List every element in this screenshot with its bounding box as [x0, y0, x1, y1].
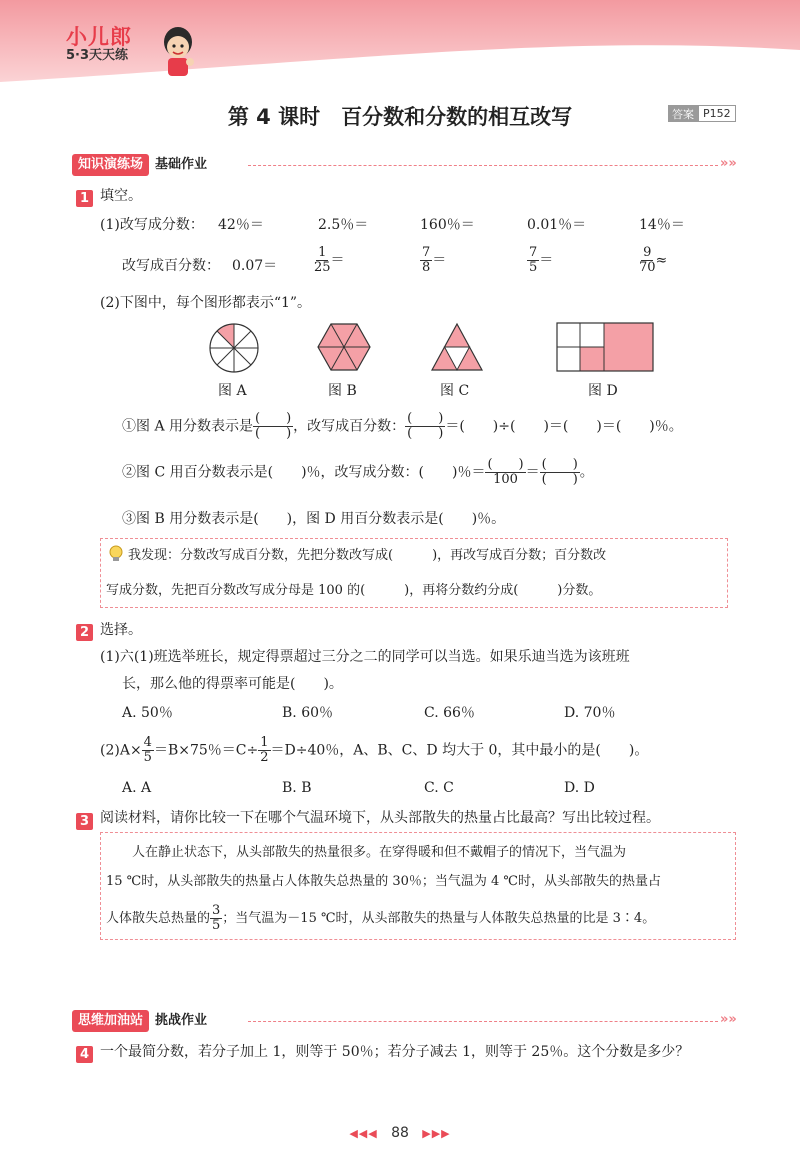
q1-part1-label: (1)改写成分数：: [100, 217, 204, 233]
figure-label: 图 D: [588, 383, 618, 399]
material-line: 人体散失总热量的 $\frac{3}{5}$ ；当气温为－15 ℃时，从头部散失的热量与人体散失总热量的比是 3∶4。: [106, 903, 656, 933]
q1-item: 2.5％＝: [318, 217, 369, 233]
question-number: 3: [76, 810, 93, 830]
question-stem: 填空。: [100, 188, 142, 204]
figure-d-grid: [556, 322, 654, 376]
figure-label: 图 A: [218, 383, 247, 399]
right-arrows-icon: ▶▶▶: [422, 1127, 451, 1140]
q1-sub1: ①图 A 用分数表示是 $\frac{( )}{( )}$ ，改写成百分数： $\frac{( )}{( )}$ ＝( )÷( )＝( )＝( )％。: [122, 411, 683, 441]
page-footer: [0, 1125, 800, 1141]
q1-item: 14％＝: [639, 217, 685, 233]
question-number: 4: [76, 1043, 93, 1063]
left-arrows-icon: ◀◀◀: [349, 1127, 378, 1140]
lightbulb-icon: [106, 544, 126, 568]
option: D. D: [564, 780, 595, 796]
q1-fraction-item: $\frac{9}{70}$ ≈: [639, 245, 668, 275]
question-number: 2: [76, 621, 93, 641]
q1-sub2: ②图 C 用百分数表示是( )％，改写成分数：( )％＝ $\frac{( )}{100}$ ＝ $\frac{( )}{( )}$ 。: [122, 457, 594, 487]
figure-b-hexagon: [316, 322, 372, 376]
brand-sub: 5·3天天练: [66, 48, 129, 63]
discovery-line: 我发现：分数改写成百分数，先把分数改写成( )，再改写成百分数；百分数改: [128, 548, 607, 563]
section-arrows-icon: »»: [720, 1012, 737, 1027]
q1-sub3: ③图 B 用分数表示是( )，图 D 用百分数表示是( )％。: [122, 511, 506, 527]
page-title: 第 4 课时 百分数和分数的相互改写: [227, 105, 573, 129]
option: A. 50％: [122, 705, 173, 721]
option: C. 66％: [424, 705, 475, 721]
section-subtitle: 基础作业: [155, 157, 208, 172]
question-number: 1: [76, 187, 93, 207]
question-stem: 一个最简分数，若分子加上 1，则等于 50％；若分子减去 1，则等于 25％。这个分数是多少？: [100, 1044, 690, 1060]
answer-reference: [668, 105, 736, 122]
page-number: 88: [391, 1125, 409, 1141]
option: D. 70％: [564, 705, 616, 721]
q1-item: 160％＝: [420, 217, 475, 233]
answer-page: P152: [698, 105, 736, 122]
question-stem: 阅读材料，请你比较一下在哪个气温环境下，从头部散失的热量占比最高？写出比较过程。: [100, 810, 660, 826]
option: C. C: [424, 780, 454, 796]
figure-a-circle: [208, 322, 260, 378]
discovery-line: 写成分数，先把百分数改写成分母是 100 的( )，再将分数约分成( )分数。: [106, 583, 602, 598]
question-stem: 选择。: [100, 622, 142, 638]
section-basic: [72, 154, 213, 176]
option: B. 60％: [282, 705, 334, 721]
q2-part1-line: (1)六(1)班选举班长，规定得票超过三分之二的同学可以当选。如果乐迪当选为该班班: [100, 649, 630, 665]
section-divider: [248, 165, 718, 166]
figure-label: 图 B: [328, 383, 357, 399]
q2-part1-line: 长，那么他的得票率可能是( )。: [122, 676, 343, 692]
section-challenge: [72, 1010, 213, 1032]
q1-fraction-item: $\frac{1}{25}$ ＝: [314, 245, 345, 275]
figure-c-triangle: [430, 322, 484, 376]
q1-item: 42％＝: [218, 217, 264, 233]
option: B. B: [282, 780, 312, 796]
q1-part2-stem: (2)下图中，每个图形都表示“1”。: [100, 295, 312, 311]
q1-item: 0.07＝: [232, 258, 278, 274]
brand-logo: [66, 26, 132, 64]
material-line: 15 ℃时，从头部散失的热量占人体散失总热量的 30％；当气温为 4 ℃时，从头部散失的热量占: [106, 874, 661, 889]
section-tag: 知识演练场: [72, 154, 149, 176]
answer-label: 答案: [668, 105, 698, 122]
q1-fraction-item: $\frac{7}{8}$ ＝: [422, 245, 447, 275]
option: A. A: [122, 780, 152, 796]
section-divider: [248, 1021, 718, 1022]
figure-label: 图 C: [440, 383, 470, 399]
section-subtitle: 挑战作业: [155, 1013, 208, 1028]
q1-part2-label: 改写成百分数：: [122, 258, 220, 274]
mascot-image: [160, 24, 196, 84]
section-tag: 思维加油站: [72, 1010, 149, 1032]
section-arrows-icon: »»: [720, 156, 737, 171]
q1-item: 0.01％＝: [527, 217, 587, 233]
q1-fraction-item: $\frac{7}{5}$ ＝: [529, 245, 554, 275]
q2-part2: (2)A× $\frac{4}{5}$ ＝B×75％＝C÷ $\frac{1}{2}$ ＝D÷40％，A、B、C、D 均大于 0，其中最小的是( )。: [100, 735, 649, 765]
brand-main: 小儿郎: [66, 25, 132, 49]
material-line: 人在静止状态下，从头部散失的热量很多。在穿得暖和但不戴帽子的情况下，当气温为: [132, 845, 627, 860]
